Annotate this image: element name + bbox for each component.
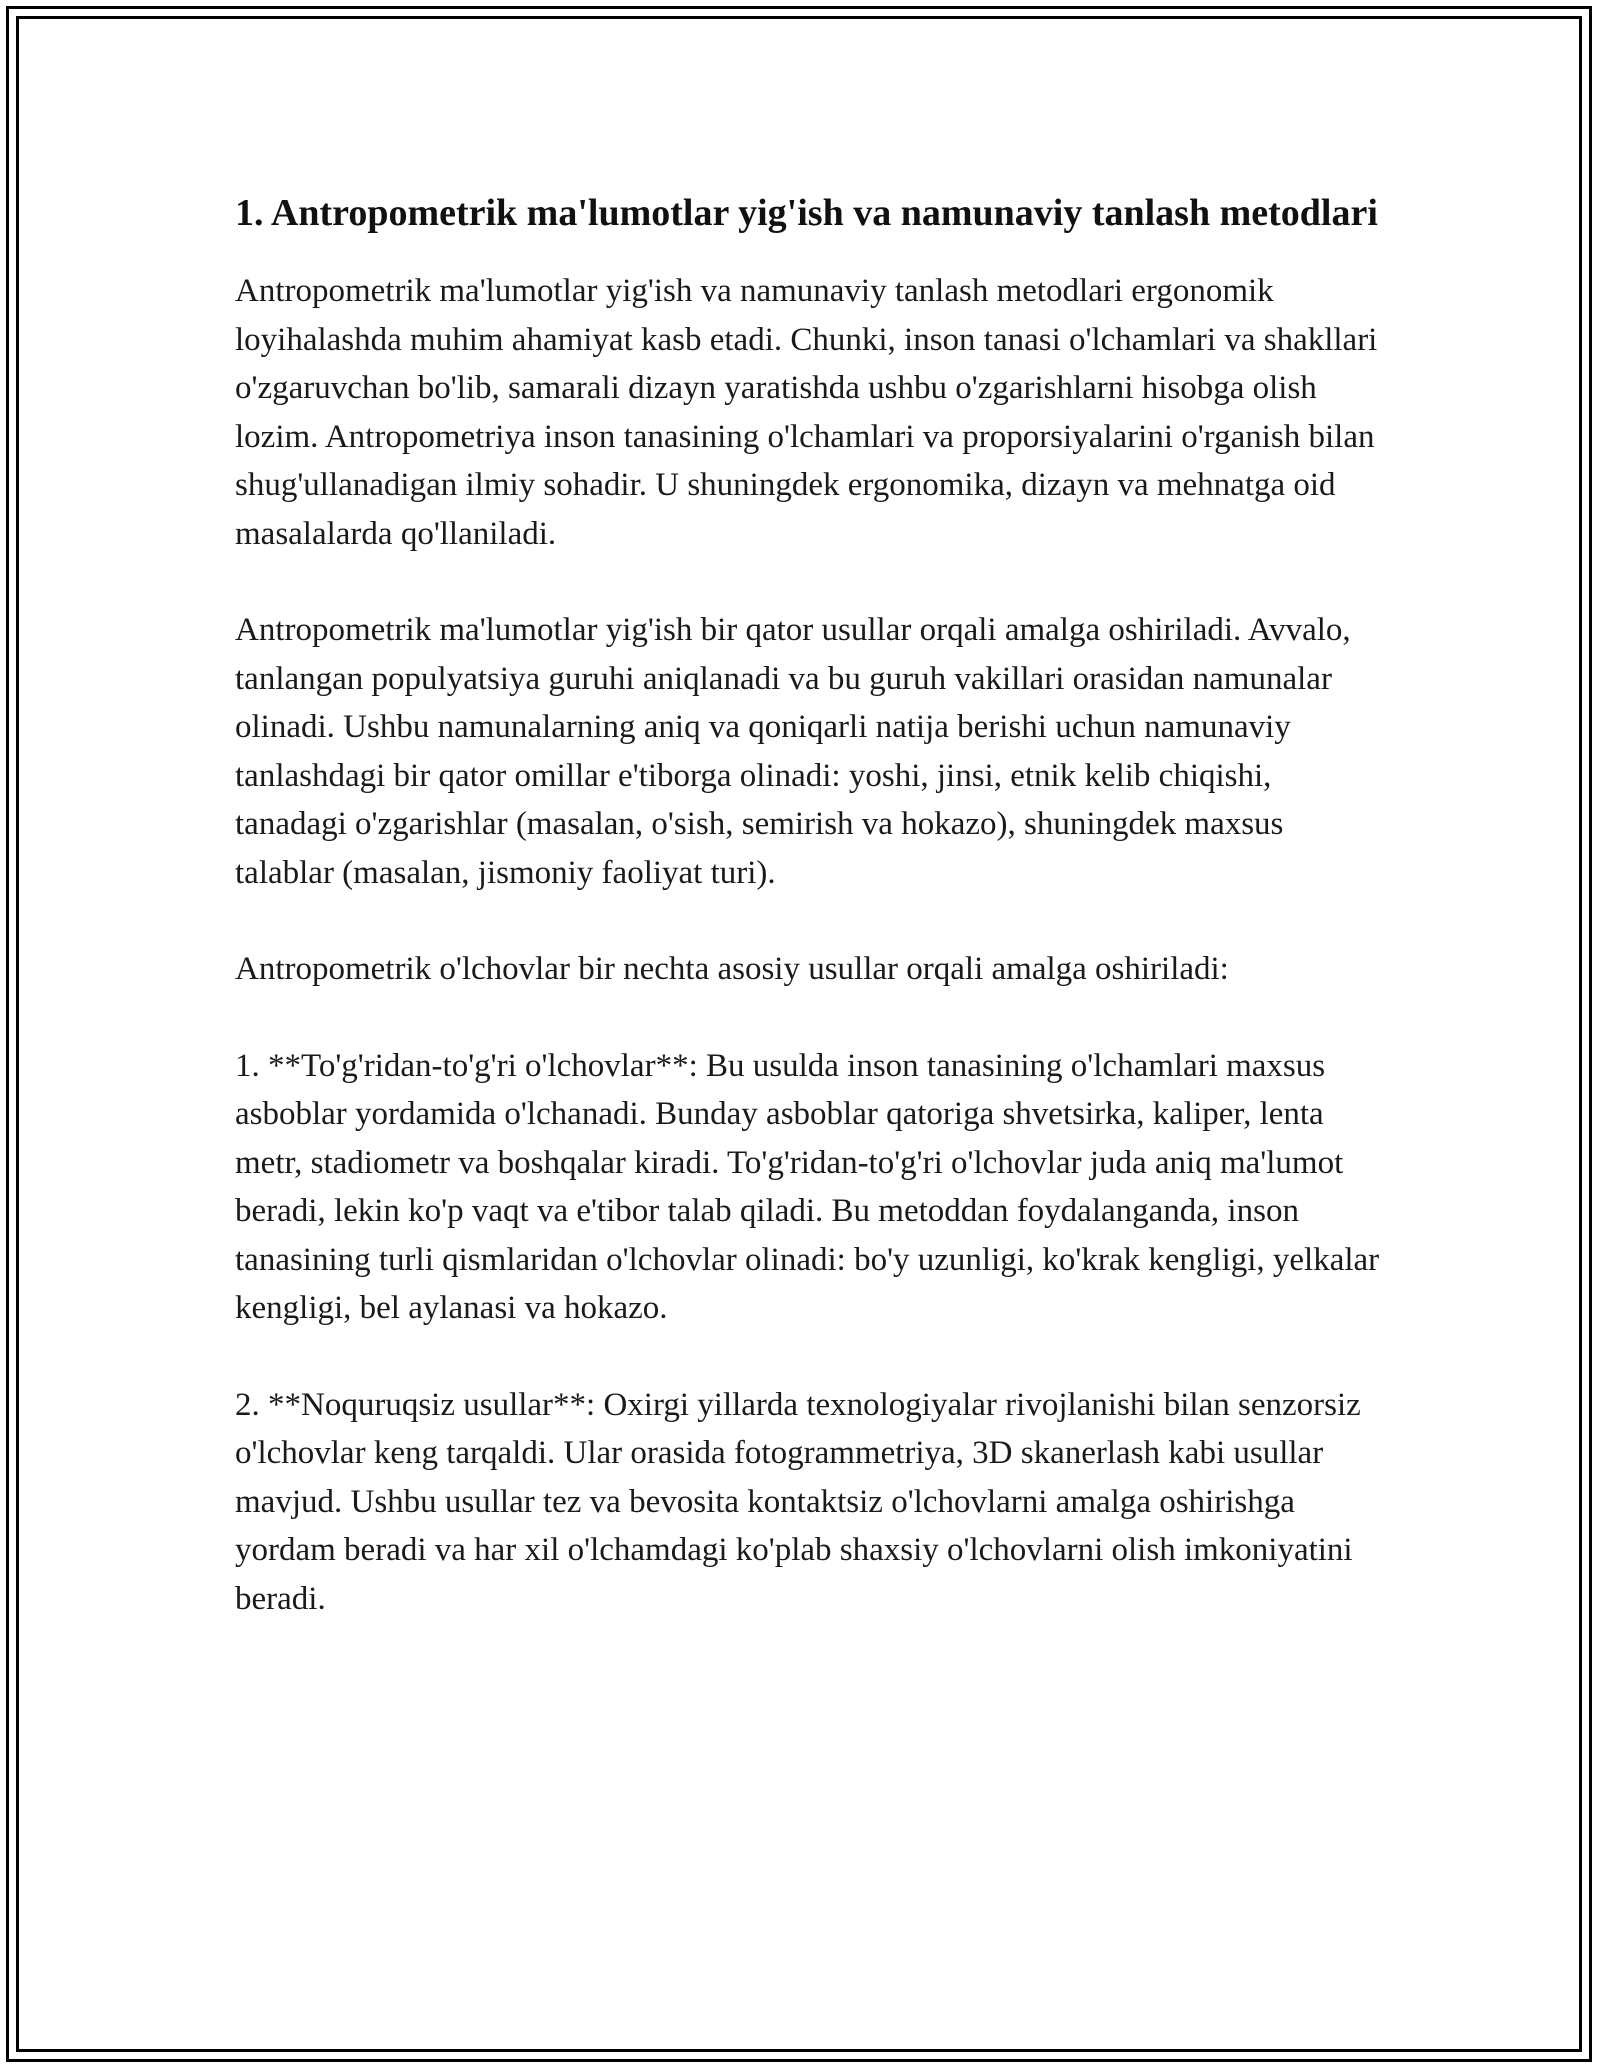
section-title: 1. Antropometrik ma'lumotlar yig'ish va namunaviy tanlash metodlari — [235, 192, 1378, 234]
paragraph-intro: Antropometrik ma'lumotlar yig'ish va namunaviy tanlash metodlari ergonomik loyihalashda muhim ahamiyat kasb etadi. Chunki, inson tanasi o'lchamlari va shakllari o'zgaruvchan bo'lib, samarali dizayn yaratishda ushbu o'zgarishlarni hisobga olish lozim. Antropometriya inson tanasining o'lchamlari va proporsiyalarini o'rganish bilan shug'ullanadigan ilmiy sohadir. U shuningdek ergonomika, dizayn va mehnatga oid masalalarda qo'llaniladi. — [235, 273, 1378, 552]
paragraph-direct-measurements: 1. **To'g'ridan-to'g'ri o'lchovlar**: Bu usulda inson tanasining o'lchamlari maxsus asboblar yordamida o'lchanadi. Bunday asboblar qatoriga shvetsirka, kaliper, lenta metr, stadiometr va boshqalar kiradi. To'g'ridan-to'g'ri o'lchovlar juda aniq ma'lumot beradi, lekin ko'p vaqt va e'tibor talab qiladi. Bu metoddan foydalanganda, inson tanasining turli qismlaridan o'lchovlar olinadi: bo'y uzunligi, ko'krak kengligi, yelkalar kengligi, bel aylanasi va hokazo. — [235, 1047, 1380, 1326]
paragraph-methods-lead: Antropometrik o'lchovlar bir nechta asosiy usullar orqali amalga oshiriladi: — [235, 951, 1229, 987]
paragraph-contactless-methods: 2. **Noquruqsiz usullar**: Oxirgi yillarda texnologiyalar rivojlanishi bilan senzorsiz o'lchovlar keng tarqaldi. Ular orasida fotogrammetriya, 3D skanerlash kabi usullar mavjud. Ushbu usullar tez va bevosita kontaktsiz o'lchovlarni amalga oshirishga yordam beradi va har xil o'lchamdagi ko'plab shaxsiy o'lchovlarni olish imkoniyatini beradi. — [235, 1386, 1361, 1617]
paragraph-data-collection: Antropometrik ma'lumotlar yig'ish bir qator usullar orqali amalga oshiriladi. Avvalo, tanlangan populyatsiya guruhi aniqlanadi va bu guruh vakillari orasidan namunalar olinadi. Ushbu namunalarning aniq va qoniqarli natija berishi uchun namunaviy tanlashdagi bir qator omillar e'tiborga olinadi: yoshi, jinsi, etnik kelib chiqishi, tanadagi o'zgarishlar (masalan, o'sish, semirish va hokazo), shuningdek maxsus talablar (masalan, jismoniy faoliyat turi). — [235, 612, 1351, 891]
document-body — [235, 186, 1385, 1671]
